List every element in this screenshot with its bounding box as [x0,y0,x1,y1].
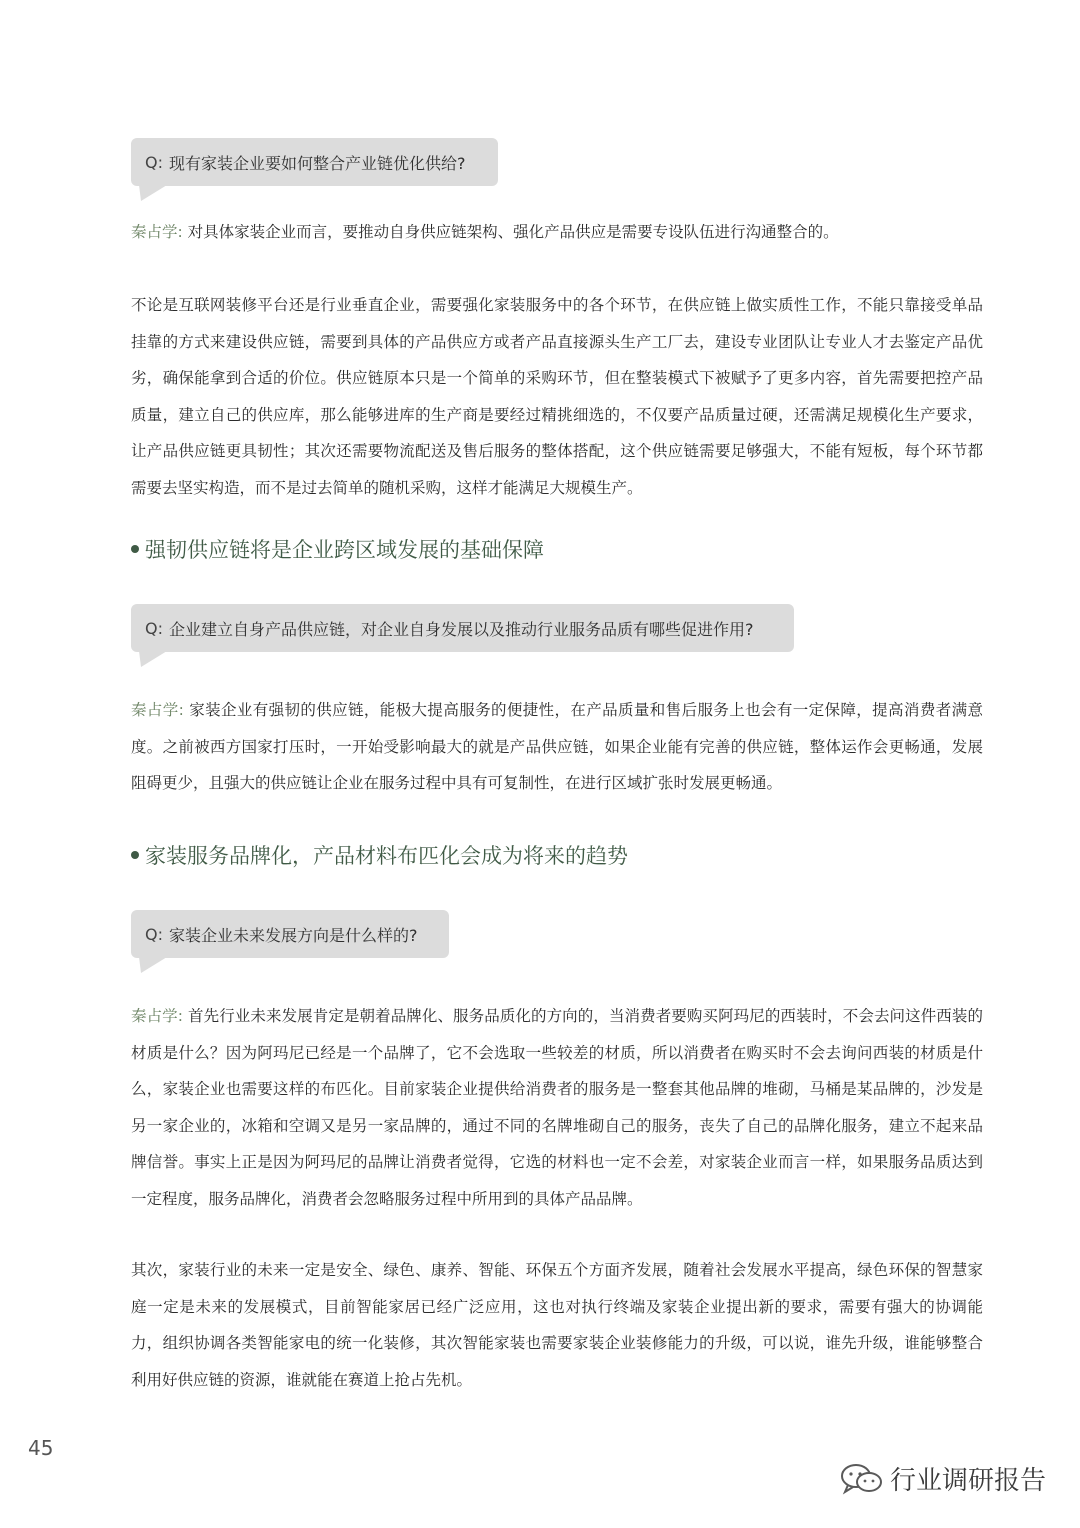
wechat-icon [840,1462,884,1496]
speaker-label: 秦占学: [131,223,183,241]
watermark-text: 行业调研报告 [890,1466,1047,1496]
question-box-3 [131,910,449,958]
question-text: 企业建立自身产品供应链，对企业自身发展以及推动行业服务品质有哪些促进作用? [168,619,754,639]
question-text: 家装企业未来发展方向是什么样的? [168,925,418,945]
answer-paragraph-3 [131,998,983,1217]
answer-text: 对具体家装企业而言，要推动自身供应链架构、强化产品供应是需要专设队伍进行沟通整合的。 [187,223,839,241]
page-number: 45 [28,1436,54,1460]
answer-paragraph-2 [131,692,983,802]
question-box-1 [131,138,498,186]
speech-bubble-tail [139,185,167,201]
question-prefix: Q: [145,618,163,638]
section-heading-1 [131,534,544,564]
watermark [840,1460,1046,1497]
question-prefix: Q: [145,152,163,172]
answer-paragraph-1 [131,214,983,251]
speaker-label: 秦占学: [131,1007,183,1025]
body-paragraph-1: 不论是互联网装修平台还是行业垂直企业，需要强化家装服务中的各个环节，在供应链上做实质性工作，不能只靠接受单品挂靠的方式来建设供应链，需要到具体的产品供应方或者产品直接源头生产工厂去，建设专业团队让专业人才去鉴定产品优劣，确保能拿到合适的价位。供应链原本只是一个简单的采购环节，但在整装模式下被赋予了更多内容，首先需要把控产品质量，建立自己的供应库，那么能够进库的生产商是要经过精挑细选的，不仅要产品质量过硬，还需满足规模化生产要求，让产品供应链更具韧性；其次还需要物流配送及售后服务的整体搭配，这个供应链需要足够强大，不能有短板，每个环节都需要去坚实构造，而不是过去简单的随机采购，这样才能满足大规模生产。 [131,296,983,497]
bullet-dot-icon [131,851,139,859]
question-prefix: Q: [145,924,163,944]
bullet-dot-icon [131,545,139,553]
question-text: 现有家装企业要如何整合产业链优化供给? [168,153,466,173]
speech-bubble-tail [139,957,167,973]
question-box-2 [131,604,794,652]
heading-text: 家装服务品牌化，产品材料布匹化会成为将来的趋势 [145,844,628,868]
speaker-label: 秦占学: [131,701,184,719]
answer-text: 家装企业有强韧的供应链，能极大提高服务的便捷性，在产品质量和售后服务上也会有一定保障，提高消费者满意度。之前被西方国家打压时，一开始受影响最大的就是产品供应链，如果企业能有完善的供应链，整体运作会更畅通，发展阻碍更少，且强大的供应链让企业在服务过程中具有可复制性，在进行区域扩张时发展更畅通。 [131,701,983,792]
answer-text: 首先行业未来发展肯定是朝着品牌化、服务品质化的方向的，当消费者要购买阿玛尼的西装时，不会去问这件西装的材质是什么？因为阿玛尼已经是一个品牌了，它不会选取一些较差的材质，所以消费者在购买时不会去询问西装的材质是什么，家装企业也需要这样的布匹化。目前家装企业提供给消费者的服务是一整套其他品牌的堆砌，马桶是某品牌的，沙发是另一家企业的，冰箱和空调又是另一家品牌的，通过不同的名牌堆砌自己的服务，丧失了自己的品牌化服务，建立不起来品牌信誉。事实上正是因为阿玛尼的品牌让消费者觉得，它选的材料也一定不会差，对家装企业而言一样，如果服务品质达到一定程度，服务品牌化，消费者会忽略服务过程中所用到的具体产品品牌。 [131,1007,983,1208]
section-heading-2 [131,840,628,870]
heading-text: 强韧供应链将是企业跨区域发展的基础保障 [145,538,544,562]
speech-bubble-tail [139,651,167,667]
body-paragraph-2: 其次，家装行业的未来一定是安全、绿色、康养、智能、环保五个方面齐发展，随着社会发展水平提高，绿色环保的智慧家庭一定是未来的发展模式，目前智能家居已经广泛应用，这也对执行终端及家装企业提出新的要求，需要有强大的协调能力，组织协调各类智能家电的统一化装修，其次智能家装也需要家装企业装修能力的升级，可以说，谁先升级，谁能够整合利用好供应链的资源，谁就能在赛道上抢占先机。 [131,1261,983,1389]
